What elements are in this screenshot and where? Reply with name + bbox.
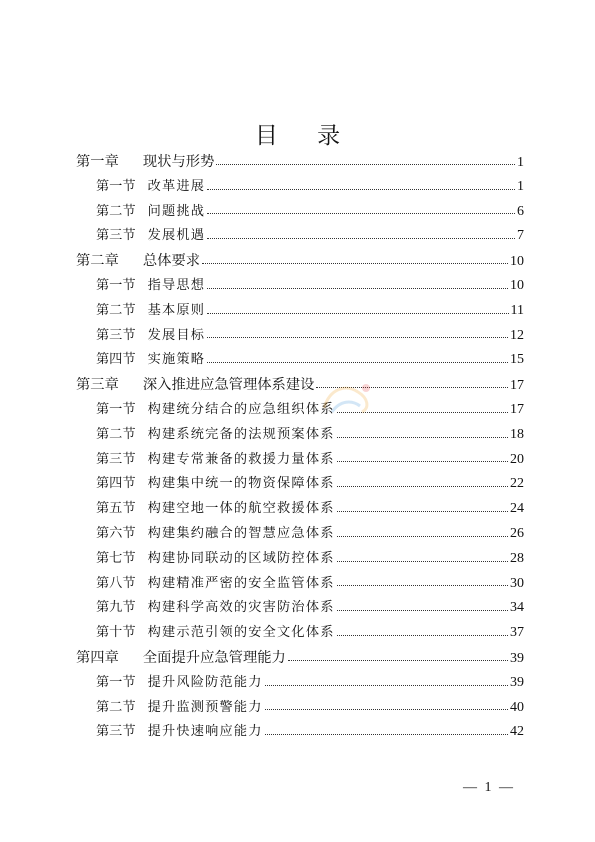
toc-entry-number: 第四节 (96, 352, 136, 368)
toc-entry-page: 10 (510, 277, 524, 293)
toc-entry-title: 实施策略 (147, 352, 206, 368)
toc-row[interactable] (76, 596, 524, 621)
toc-row[interactable] (76, 497, 524, 522)
toc-entry-title: 构建统分结合的应急组织体系 (147, 401, 335, 417)
toc-entry-number: 第一节 (96, 178, 136, 194)
toc-entry-title: 提升快速响应能力 (147, 724, 263, 740)
toc-entry-title: 构建集中统一的物资保障体系 (147, 476, 335, 492)
toc-entry-number: 第二节 (96, 426, 136, 442)
toc-entry-page: 17 (510, 378, 524, 394)
toc-entry-page: 17 (510, 401, 524, 417)
toc-entry-page: 24 (510, 501, 524, 517)
dot-leader (337, 634, 508, 636)
toc-entry-title: 构建示范引领的安全文化体系 (147, 625, 335, 641)
dot-leader (316, 386, 508, 388)
toc-entry-title: 基本原则 (147, 302, 206, 318)
dot-leader (207, 188, 515, 190)
toc-entry-page: 1 (517, 155, 524, 170)
dot-leader (337, 584, 508, 586)
toc-entry-title: 发展机遇 (147, 228, 206, 244)
toc-entry-number: 第二节 (96, 203, 136, 219)
dot-leader (288, 659, 508, 661)
toc-entry-number: 第一节 (96, 277, 136, 293)
toc-entry-title: 总体要求 (142, 253, 201, 270)
toc-entry-page: 42 (510, 724, 524, 740)
toc-entry-title: 提升风险防范能力 (147, 674, 263, 690)
toc-entry-number: 第五节 (96, 501, 136, 517)
toc-entry-title: 构建集约融合的智慧应急体系 (147, 525, 335, 541)
toc-entry-page: 15 (510, 352, 524, 368)
toc-entry-number: 第二节 (96, 302, 136, 318)
toc-entry-title: 问题挑战 (147, 203, 206, 219)
toc-entry-page: 6 (517, 203, 524, 219)
toc-entry-title: 深入推进应急管理体系建设 (142, 377, 315, 394)
toc-entry-number: 第二节 (96, 699, 136, 715)
toc-entry-page: 30 (510, 575, 524, 591)
toc-entry-page: 11 (510, 302, 524, 318)
toc-row[interactable] (76, 671, 524, 696)
dot-leader (337, 411, 508, 413)
toc-entry-title: 改革进展 (147, 178, 206, 194)
toc-entry-page: 1 (517, 178, 524, 194)
toc-entry-title: 构建协同联动的区域防控体系 (147, 550, 335, 566)
dot-leader (207, 212, 515, 214)
toc-row[interactable] (76, 348, 524, 373)
toc-row[interactable] (76, 150, 524, 175)
dot-leader (337, 510, 508, 512)
toc-entry-number: 第九节 (96, 600, 136, 616)
toc-row[interactable] (76, 472, 524, 497)
dot-leader (207, 336, 508, 338)
dot-leader (216, 163, 515, 165)
dot-leader (337, 485, 508, 487)
toc-entry-title: 构建系统完备的法规预案体系 (147, 426, 335, 442)
toc-entry-page: 7 (517, 228, 524, 244)
toc-entry-number: 第三节 (96, 724, 136, 740)
toc-row[interactable] (76, 621, 524, 646)
toc-entry-title: 现状与形势 (142, 154, 215, 170)
dot-leader (265, 708, 508, 710)
toc-entry-page: 39 (510, 674, 524, 690)
toc-row[interactable] (76, 423, 524, 448)
toc-entry-number: 第一章 (76, 154, 119, 170)
toc-entry-number: 第一节 (96, 401, 136, 417)
toc-row[interactable] (76, 720, 524, 745)
toc-entry-title: 发展目标 (147, 327, 206, 343)
toc-entry-page: 39 (510, 650, 524, 666)
dot-leader (207, 361, 508, 363)
toc-entry-title: 构建空地一体的航空救援体系 (147, 501, 335, 517)
toc-row[interactable] (76, 175, 524, 200)
toc-entry-page: 12 (510, 327, 524, 343)
toc-row[interactable] (76, 696, 524, 721)
toc-entry-title: 全面提升应急管理能力 (142, 649, 286, 666)
toc-row[interactable] (76, 324, 524, 349)
toc-entry-title: 构建专常兼备的救援力量体系 (147, 451, 335, 467)
toc-entry-number: 第四章 (76, 649, 119, 666)
toc-entry-title: 提升监测预警能力 (147, 699, 263, 715)
dot-leader (265, 733, 508, 735)
toc-entry-page: 10 (510, 254, 524, 270)
toc-row[interactable] (76, 448, 524, 473)
toc-row[interactable] (76, 249, 524, 274)
toc-row[interactable] (76, 224, 524, 249)
toc-entry-title: 构建精准严密的安全监管体系 (147, 575, 335, 591)
toc-entry-page: 20 (510, 451, 524, 467)
toc-row[interactable] (76, 522, 524, 547)
toc-entry-title: 构建科学高效的灾害防治体系 (147, 600, 335, 616)
toc-entry-number: 第七节 (96, 550, 136, 566)
toc-entry-number: 第十节 (96, 625, 136, 641)
dot-leader (207, 237, 515, 239)
toc-entry-number: 第三节 (96, 327, 136, 343)
toc-entry-number: 第八节 (96, 575, 136, 591)
toc-entry-number: 第三章 (76, 377, 119, 394)
toc-row[interactable] (76, 274, 524, 299)
toc-entry-page: 22 (510, 476, 524, 492)
toc-entry-number: 第三节 (96, 228, 136, 244)
dot-leader (337, 560, 508, 562)
toc-entry-number: 第六节 (96, 525, 136, 541)
dot-leader (337, 436, 508, 438)
page-title: 目 录 (254, 123, 357, 149)
toc-row[interactable] (76, 547, 524, 572)
toc-entry-number: 第二章 (76, 253, 119, 270)
dot-leader (337, 609, 508, 611)
toc-row[interactable] (76, 398, 524, 423)
toc-entry-page: 26 (510, 525, 524, 541)
page-number-footer: — 1 — (463, 780, 515, 795)
dot-leader (265, 684, 508, 686)
dot-leader (202, 262, 508, 264)
dot-leader (337, 460, 508, 462)
toc-entry-page: 34 (510, 600, 524, 616)
toc-entry-page: 28 (510, 550, 524, 566)
toc-entry-number: 第一节 (96, 674, 136, 690)
toc-row[interactable] (76, 373, 524, 398)
dot-leader (207, 312, 508, 314)
toc-entry-page: 18 (510, 426, 524, 442)
toc-entry-number: 第四节 (96, 476, 136, 492)
toc-row[interactable] (76, 646, 524, 671)
dot-leader (337, 535, 508, 537)
table-of-contents (76, 150, 524, 745)
dot-leader (207, 287, 508, 289)
toc-entry-page: 40 (510, 699, 524, 715)
toc-row[interactable] (76, 299, 524, 324)
toc-entry-title: 指导思想 (147, 277, 206, 293)
toc-entry-page: 37 (510, 625, 524, 641)
toc-row[interactable] (76, 200, 524, 225)
toc-entry-number: 第三节 (96, 451, 136, 467)
toc-row[interactable] (76, 572, 524, 597)
